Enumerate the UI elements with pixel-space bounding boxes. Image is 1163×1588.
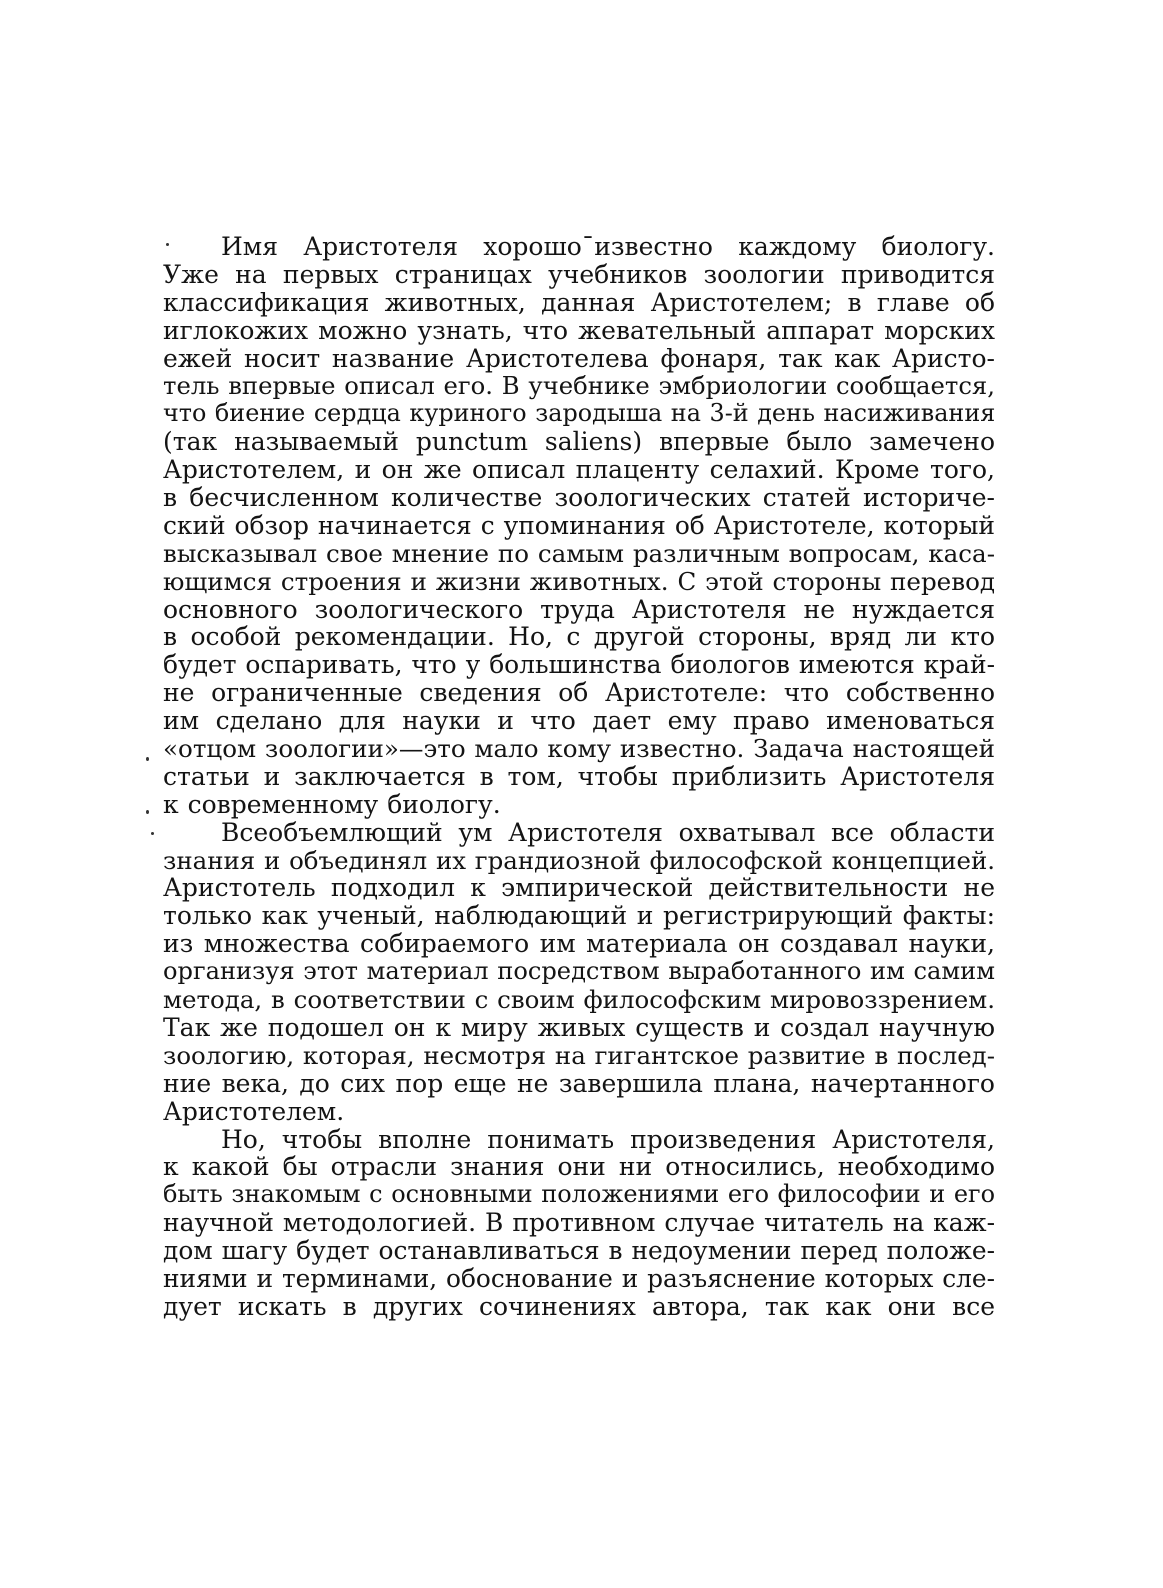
paragraph-1: [163, 233, 995, 819]
text-line: Аристотель подходил к эмпирической действительности не: [163, 873, 995, 903]
text-line: из множества собираемого им материала он создавал науки,: [163, 929, 995, 959]
text-line: знания и объединял их грандиозной философской концепцией.: [163, 845, 996, 875]
text-line: Аристотелем, и он же описал плаценту селахий. Кроме того,: [163, 455, 995, 485]
text-line: зоологию, которая, несмотря на гигантское развитие в послед-: [163, 1040, 995, 1070]
body-text: [163, 233, 995, 1321]
text-line: ниями и терминами, обоснование и разъяснение которых сле-: [163, 1263, 995, 1293]
text-line: ежей носит название Аристотелева фонаря, так как Аристо-: [163, 343, 995, 373]
text-line: ющимся строения и жизни животных. С этой стороны перевод: [163, 566, 995, 596]
text-line: дует искать в других сочинениях автора, так как они все: [163, 1291, 995, 1321]
text-line: ский обзор начинается с упоминания об Аристотеле, который: [163, 510, 995, 540]
text-line: научной методологией. В противном случае читатель на каж-: [163, 1208, 995, 1238]
text-line: к современному биологу.: [163, 789, 501, 819]
text-line: Аристотелем.: [163, 1096, 345, 1126]
text-line: что биение сердца куриного зародыша на 3-й день насиживания: [163, 399, 996, 428]
text-line: Так же подошел он к миру живых существ и создал научную: [163, 1012, 995, 1042]
paragraph-2: [163, 819, 995, 1126]
scan-speck: [166, 243, 169, 246]
text-line: в особой рекомендации. Но, с другой стороны, вряд ли кто: [163, 622, 995, 652]
text-line: метода, в соответствии с своим философским мировоззрением.: [163, 985, 995, 1015]
text-line: будет оспаривать, что у большинства биологов имеются край-: [163, 650, 995, 680]
text-line: им сделано для науки и что дает ему право именоваться: [163, 706, 995, 736]
text-line: дом шагу будет останавливаться в недоумении перед положе-: [163, 1236, 995, 1266]
text-line: быть знакомым с основными положениями его философии и его: [163, 1180, 995, 1209]
text-line: (так называемый punctum saliens) впервые было замечено: [163, 427, 995, 457]
text-line: организуя этот материал посредством выработанного им самим: [163, 957, 995, 986]
text-line: в бесчисленном количестве зоологических статей историче-: [163, 483, 995, 513]
text-line: ние века, до сих пор еще не завершила плана, начертанного: [163, 1068, 995, 1098]
text-line: Имя Аристотеля хорошо¯известно каждому биологу.: [221, 232, 995, 261]
text-line: статьи и заключается в том, чтобы приблизить Аристотеля: [163, 761, 995, 791]
text-line: «отцом зоологии»—это мало кому известно. Задача настоящей: [163, 734, 995, 764]
text-line: Всеобъемлющий ум Аристотеля охватывал все области: [221, 817, 995, 847]
text-line: высказывал свое мнение по самым различным вопросам, каса-: [163, 538, 995, 568]
text-line: иглокожих можно узнать, что жевательный аппарат морских: [163, 315, 995, 345]
scan-speck: [146, 810, 149, 814]
scan-speck: [146, 757, 149, 761]
text-line: классификация животных, данная Аристотелем; в главе об: [163, 287, 995, 317]
text-line: Уже на первых страницах учебников зоологии приводится: [163, 259, 995, 289]
paragraph-3: [163, 1126, 995, 1321]
text-line: основного зоологического труда Аристотеля не нуждается: [163, 594, 995, 624]
text-line: Но, чтобы вполне понимать произведения Аристотеля,: [221, 1124, 995, 1154]
text-line: только как ученый, наблюдающий и регистрирующий факты:: [163, 901, 995, 931]
scan-speck: [151, 832, 154, 835]
text-line: не ограниченные сведения об Аристотеле: что собственно: [163, 678, 995, 708]
text-line: тель впервые описал его. В учебнике эмбриологии сообщается,: [163, 371, 995, 401]
text-line: к какой бы отрасли знания они ни относились, необходимо: [163, 1152, 995, 1182]
